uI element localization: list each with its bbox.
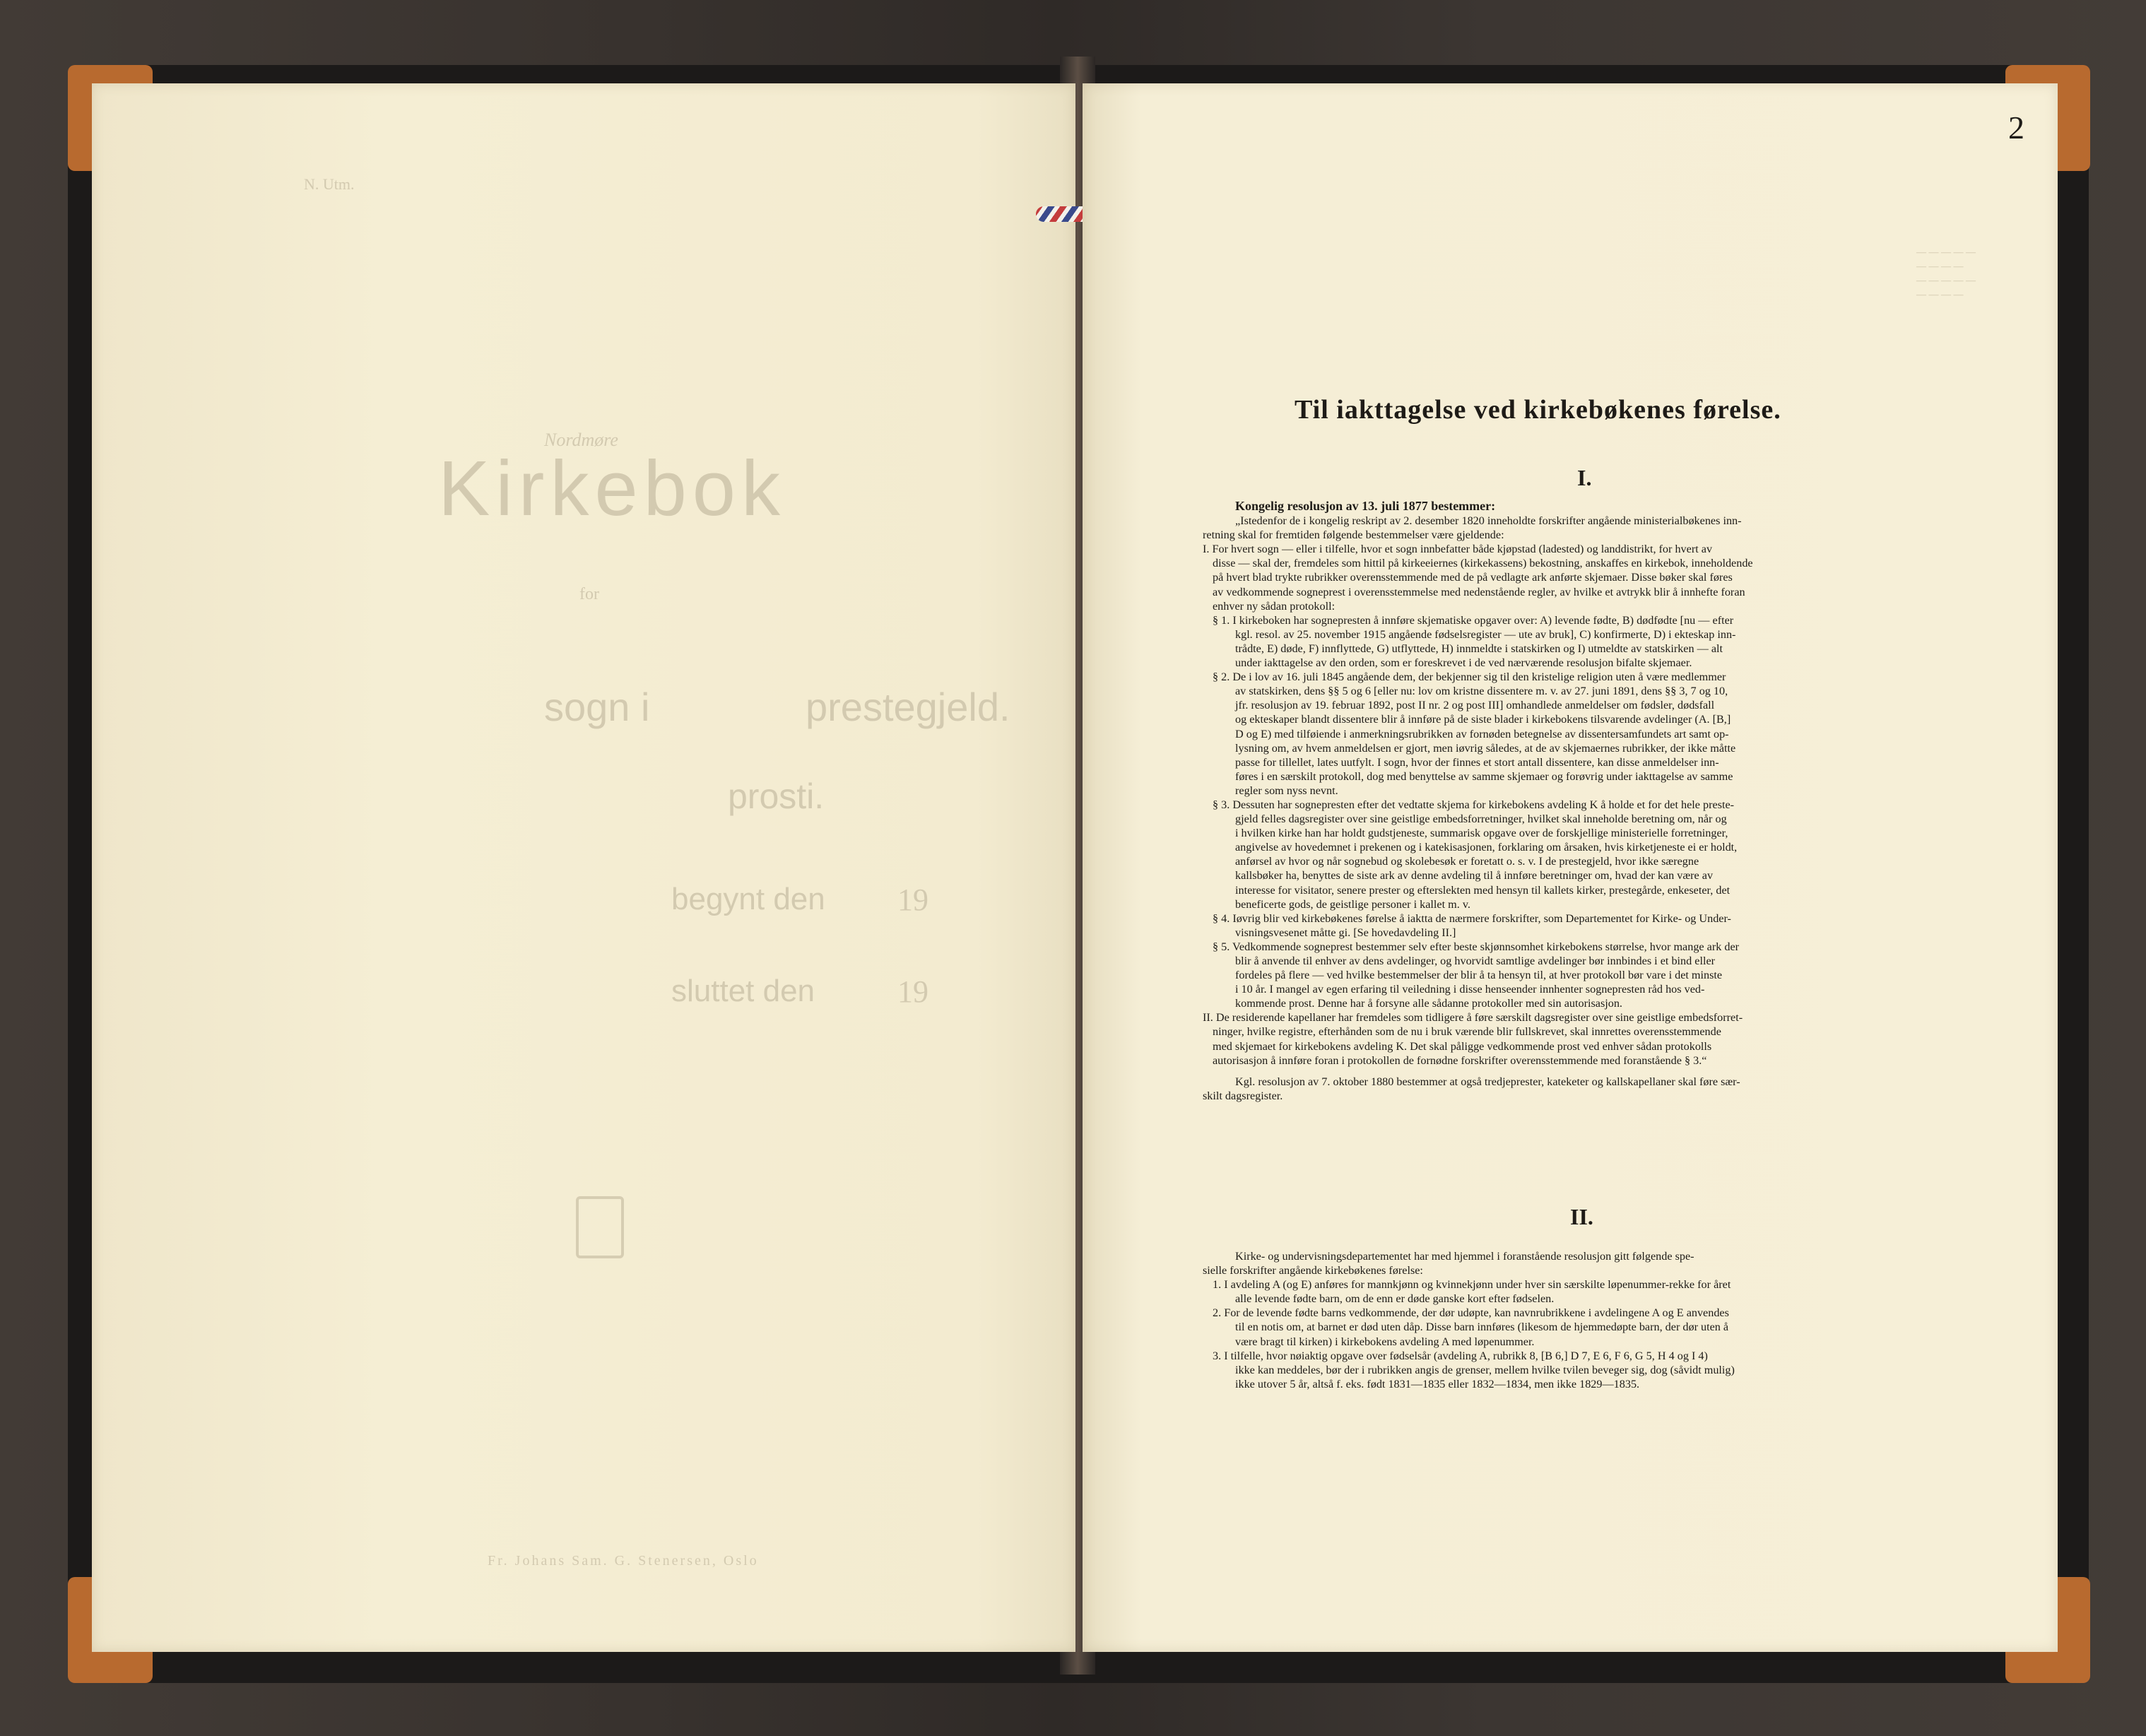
text-line: disse — skal der, fremdeles som hittil på kirkeeiernes (kirkekassens) bekostning, anskaffes en kirkebok, inneholdende — [1213, 557, 1753, 570]
text-line: 2. For de levende fødte barns vedkommende, der dør udøpte, kan navnrubrikkene i avdelingene A og E anvendes — [1213, 1306, 1729, 1320]
text-line: blir å anvende til enhver av dens avdelinger, og hvorvidt samtlige avdelinger bør innbindes i et bind eller — [1235, 955, 1716, 967]
text-line: lysning om, av hvem anmeldelsen er gjort, men iøvrig således, at de av skjemaernes rubrikker, der ikke måtte — [1235, 741, 1736, 755]
text-line: føres i en særskilt protokoll, dog med benyttelse av samme skjemaer og forøvrig under iakttagelse av samme — [1235, 769, 1733, 783]
text-line: § 1. I kirkeboken har sognepresten å innføre skjematiske opgaver over: A) levende fødte, B) dødfødte [nu — efter — [1213, 613, 1734, 627]
publisher-logo-icon — [576, 1196, 624, 1258]
text-line: interesse for visitator, senere prester og efterslekten med hensyn til kallets kirker, prestegårde, enkeseter, det — [1235, 883, 1731, 897]
left-page — [92, 83, 1075, 1652]
ghost-title: Kirkebok — [438, 445, 786, 532]
ghost-sluttet-year: 19 — [897, 974, 928, 1009]
text-line: D og E) med tilføiende i anmerkningsrubrikken av fornøden betegnelse av dissentersamfundets art samt op- — [1235, 727, 1729, 740]
text-line: kommende prost. Denne har å forsyne alle sådanne protokoller med sin autorisasjon. — [1235, 997, 1622, 1010]
publisher-imprint: Fr. Johans Sam. G. Stenersen, Oslo — [488, 1553, 759, 1569]
text-line: § 4. Iøvrig blir ved kirkebøkenes førelse å iaktta de nærmere forskrifter, som Departementet for Kirke- og Under- — [1213, 911, 1731, 925]
text-line: skilt dagsregister. — [1203, 1089, 1283, 1102]
right-page — [1083, 83, 2058, 1652]
text-line: med skjemaet for kirkebokens avdeling K. Det skal påligge vedkommende prost ved enhver sådan protokolls — [1213, 1039, 1712, 1053]
section-1-text — [1203, 499, 1753, 1103]
text-line: ninger, hvilke registre, efterhånden som de nu i bruk værende blir fullskrevet, skal innrettes overensstemmende — [1213, 1025, 1721, 1039]
text-line: jfr. resolusjon av 19. februar 1892, post II nr. 2 og post III] omhandlede anmeldelser om fødsler, dødsfall — [1235, 699, 1715, 712]
text-line: til en notis om, at barnet er død uten dåp. Disse barn innføres (likesom de hjemmedøpte barn, der dør uten å — [1235, 1321, 1729, 1334]
text-line: II. De residerende kapellaner har fremdeles som tidligere å føre særskilt dagsregister over sine geistlige embedsforret- — [1203, 1011, 1743, 1025]
text-line: fordeles på flere — ved hvilke bestemmelser der blir å ta hensyn til, at hver protokoll bør vare i det minste — [1235, 969, 1723, 982]
ghost-prestegjeld: prestegjeld. — [806, 685, 1010, 729]
text-line: Kongelig resolusjon av 13. juli 1877 bestemmer: — [1235, 499, 1496, 513]
text-line: angivelse av hovedemnet i prekenen og i katekisasjonen, forklaring om årsaken, hvis kirketjeneste ei er holdt, — [1235, 841, 1738, 854]
text-line: på hvert blad trykte rubrikker overensstemmende med de på vedlagte ark anførte skjemaer. Disse bøker skal føres — [1213, 571, 1733, 584]
text-line: autorisasjon å innføre foran i protokollen de fornødne forskrifter overensstemmende med foranstående § 3.“ — [1213, 1053, 1707, 1067]
text-line: trådte, E) døde, F) innflyttede, G) utflyttede, H) innmeldte i statskirken og I) utmeldte av statskirken — alt — [1235, 642, 1723, 655]
text-line: av statskirken, dens §§ 5 og 6 [eller nu: lov om kristne dissentere m. v. av 27. juni 1891, dens §§ 3, 7 og 10, — [1235, 685, 1728, 698]
text-line: passe for tillellet, lates uutfylt. I sogn, hvor der finnes et stort antall dissentere, kan disse anmeldelser inn- — [1235, 755, 1719, 769]
text-line: § 3. Dessuten har sognepresten efter det vedtatte skjema for kirkebokens avdeling K å holde et for det hele preste- — [1213, 798, 1735, 811]
ghost-top: Nordmøre — [544, 430, 618, 450]
ghost-begynt: begynt den — [671, 882, 825, 916]
ghost-prosti: prosti. — [728, 777, 825, 816]
text-line: ikke kan meddeles, bør der i rubrikken angis de grenser, mellem hvilke tvilen beveger sig, dog (såvidt mulig) — [1235, 1363, 1735, 1376]
text-line: under iakttagelse av den orden, som er foreskrevet i de ved nærværende resolusjon bifalte skjemaer. — [1235, 656, 1692, 670]
text-line: anførsel av hvor og når sognebud og skolebesøk er foretatt o. s. v. I de prestegjeld, hvor ikke særegne — [1235, 855, 1699, 868]
text-line: Kgl. resolusjon av 7. oktober 1880 bestemmer at også tredjeprester, kateketer og kallskapellaner skal føre sær- — [1235, 1075, 1740, 1088]
text-line: i hvilken kirke han har holdt gudstjeneste, summarisk opgave over de forskjellige ministerielle forretninger, — [1235, 827, 1728, 840]
text-line: „Istedenfor de i kongelig reskript av 2. desember 1820 inneholdte forskrifter angående ministerialbøkenes inn- — [1235, 514, 1742, 528]
show-through-text: — — — — — — — — — — — — — — — — — — — [1916, 247, 1976, 300]
text-line: retning skal for fremtiden følgende bestemmelser være gjeldende: — [1203, 529, 1504, 542]
text-line: av vedkommende sogneprest i overensstemmelse med nedenstående regler, av hvilke et avtrykk blir å innhefte foran — [1213, 585, 1745, 598]
section-heading-2: II. — [1570, 1204, 1593, 1229]
ghost-for: for — [579, 585, 599, 603]
text-line: § 5. Vedkommende sogneprest bestemmer selv efter beste skjønnsomhet kirkebokens størrelse, hvor mange ark der — [1213, 940, 1740, 953]
text-line: 1. I avdeling A (og E) anføres for mannkjønn og kvinnekjønn under hver sin særskilte løpenummer-rekke for året — [1213, 1278, 1731, 1292]
text-line: beneficerte gods, de geistlige personer i kallet m. v. — [1235, 897, 1470, 911]
text-line: § 2. De i lov av 16. juli 1845 angående dem, der bekjenner sig til den kristelige religion uten å være medlemmer — [1213, 671, 1726, 684]
text-line: 3. I tilfelle, hvor nøiaktig opgave over fødselsår (avdeling A, rubrikk 8, [B 6,] D 7, E 6, F 6, G 5, H 4 og I 4) — [1213, 1349, 1708, 1362]
text-line: og ekteskaper blandt dissentere blir å innføre på de siste blader i kirkebokens tilsvarende avdelinger (A. [B,] — [1235, 713, 1731, 726]
ghost-sogn: sogn i — [544, 685, 650, 729]
text-line: Kirke- og undervisningsdepartementet har med hjemmel i foranstående resolusjon gitt følgende spe- — [1235, 1250, 1694, 1263]
text-line: være bragt til kirken) i kirkebokens avdeling A med løpenummer. — [1235, 1335, 1535, 1348]
text-line: kgl. resol. av 25. november 1915 angående fødselsregister — ute av bruk], C) konfirmerte, D) i ekteskap inn- — [1235, 627, 1736, 641]
text-line: sielle forskrifter angående kirkebøkenes førelse: — [1203, 1264, 1423, 1277]
page-number: 2 — [2008, 110, 2024, 146]
text-line: alle levende fødte barn, om de enn er døde ganske kort efter fødselen. — [1235, 1292, 1555, 1306]
text-line: visningsvesenet måtte gi. [Se hovedavdeling II.] — [1235, 926, 1456, 939]
section-2-text — [1203, 1249, 1735, 1391]
ghost-sluttet: sluttet den — [671, 974, 815, 1008]
text-line: enhver ny sådan protokoll: — [1213, 599, 1336, 613]
text-line: kallsbøker ha, benyttes de siste ark av denne avdeling til å innføre beretninger om, hvad der kan være av — [1235, 869, 1714, 882]
text-line: ikke utover 5 år, altså f. eks. født 1831—1835 eller 1832—1834, men ikke 1829—1835. — [1235, 1377, 1640, 1390]
page-title: Til iakttagelse ved kirkebøkenes førelse. — [1295, 395, 1781, 425]
section-heading-1: I. — [1577, 465, 1592, 490]
small-label: N. Utm. — [304, 175, 355, 193]
text-line: regler som nyss nevnt. — [1235, 784, 1338, 797]
text-line: I. For hvert sogn — eller i tilfelle, hvor et sogn innbefatter både kjøpstad (ladested) og landdistrikt, for hvert av — [1203, 543, 1713, 556]
ghost-begynt-year: 19 — [897, 882, 928, 917]
text-line: gjeld felles dagsregister over sine geistlige embedsforretninger, hvilket skal inneholde beretning om, når og — [1235, 813, 1727, 826]
text-line: i 10 år. I mangel av egen erfaring til veiledning i disse henseender innhenter sognepresten råd hos ved- — [1235, 983, 1705, 996]
